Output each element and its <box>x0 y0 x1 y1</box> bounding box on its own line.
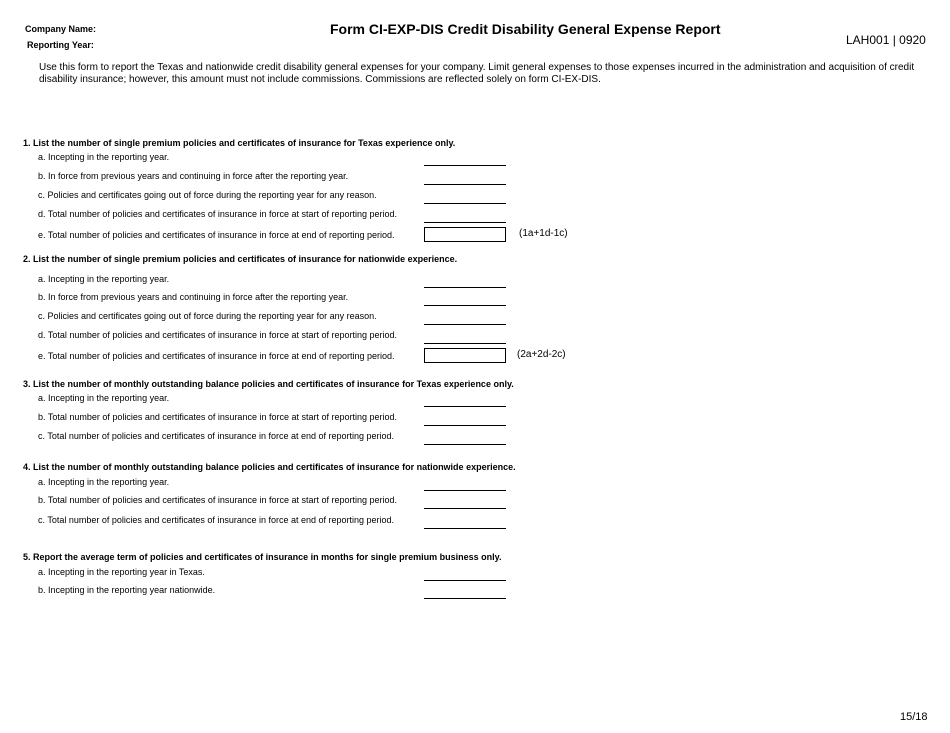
section-4-item-b: b. Total number of policies and certificates of insurance in force at start of reporting period. <box>38 495 398 505</box>
section-2-b-input[interactable] <box>424 294 506 306</box>
section-1-formula: (1a+1d-1c) <box>519 228 568 239</box>
section-3-title: 3. List the number of monthly outstanding balance policies and certificates of insurance for Texas experience only. <box>23 379 514 389</box>
section-1-item-a: a. Incepting in the reporting year. <box>38 152 170 162</box>
section-3-a-input[interactable] <box>424 395 506 407</box>
section-2-a-input[interactable] <box>424 276 506 288</box>
section-5-item-a: a. Incepting in the reporting year in Texas. <box>38 567 205 577</box>
section-2-item-c: c. Policies and certificates going out of force during the reporting year for any reason. <box>38 311 377 321</box>
section-1-e-total-box[interactable] <box>424 227 506 242</box>
section-1-a-input[interactable] <box>424 154 506 166</box>
section-1-item-b: b. In force from previous years and continuing in force after the reporting year. <box>38 171 349 181</box>
section-4-item-c: c. Total number of policies and certificates of insurance in force at end of reporting period. <box>38 515 395 525</box>
section-4-item-a: a. Incepting in the reporting year. <box>38 477 170 487</box>
intro-text: Use this form to report the Texas and nationwide credit disability general expenses for your company. Limit general expenses to those expenses incurred in the administration and acquisition of credit disability insurance; however, this amount must not include commissions. Commissions are reflected solely on form CI-EX-DIS. <box>39 62 915 85</box>
section-2-item-d: d. Total number of policies and certificates of insurance in force at start of reporting period. <box>38 330 398 340</box>
section-5-a-input[interactable] <box>424 569 506 581</box>
section-5-b-input[interactable] <box>424 587 506 599</box>
section-5-item-b: b. Incepting in the reporting year nationwide. <box>38 585 216 595</box>
section-4-a-input[interactable] <box>424 479 506 491</box>
section-3-c-input[interactable] <box>424 433 506 445</box>
section-3-item-c: c. Total number of policies and certificates of insurance in force at end of reporting period. <box>38 431 395 441</box>
section-1-item-c: c. Policies and certificates going out of force during the reporting year for any reason. <box>38 190 377 200</box>
section-5-title: 5. Report the average term of policies and certificates of insurance in months for single premium business only. <box>23 552 502 562</box>
section-2-item-e: e. Total number of policies and certificates of insurance in force at end of reporting period. <box>38 351 395 361</box>
section-4-b-input[interactable] <box>424 497 506 509</box>
section-3-item-b: b. Total number of policies and certificates of insurance in force at start of reporting period. <box>38 412 398 422</box>
section-1-c-input[interactable] <box>424 192 506 204</box>
form-code: LAH001 | 0920 <box>846 33 926 47</box>
section-3-item-a: a. Incepting in the reporting year. <box>38 393 170 403</box>
section-2-d-input[interactable] <box>424 332 506 344</box>
section-3-b-input[interactable] <box>424 414 506 426</box>
section-2-item-b: b. In force from previous years and continuing in force after the reporting year. <box>38 292 349 302</box>
section-1-item-e: e. Total number of policies and certificates of insurance in force at end of reporting period. <box>38 230 395 240</box>
section-1-title: 1. List the number of single premium policies and certificates of insurance for Texas experience only. <box>23 138 456 148</box>
reporting-year-label: Reporting Year: <box>27 40 94 50</box>
section-1-b-input[interactable] <box>424 173 506 185</box>
section-4-c-input[interactable] <box>424 517 506 529</box>
section-2-formula: (2a+2d-2c) <box>517 349 566 360</box>
page-title: Form CI-EXP-DIS Credit Disability General Expense Report <box>330 21 721 37</box>
company-name-label: Company Name: <box>25 24 97 34</box>
page-number: 15/18 <box>900 711 928 723</box>
section-2-c-input[interactable] <box>424 313 506 325</box>
section-1-d-input[interactable] <box>424 211 506 223</box>
section-2-e-total-box[interactable] <box>424 348 506 363</box>
section-2-item-a: a. Incepting in the reporting year. <box>38 274 170 284</box>
section-2-title: 2. List the number of single premium policies and certificates of insurance for nationwide experience. <box>23 254 458 264</box>
section-4-title: 4. List the number of monthly outstanding balance policies and certificates of insurance for nationwide experience. <box>23 462 516 472</box>
section-1-item-d: d. Total number of policies and certificates of insurance in force at start of reporting period. <box>38 209 398 219</box>
